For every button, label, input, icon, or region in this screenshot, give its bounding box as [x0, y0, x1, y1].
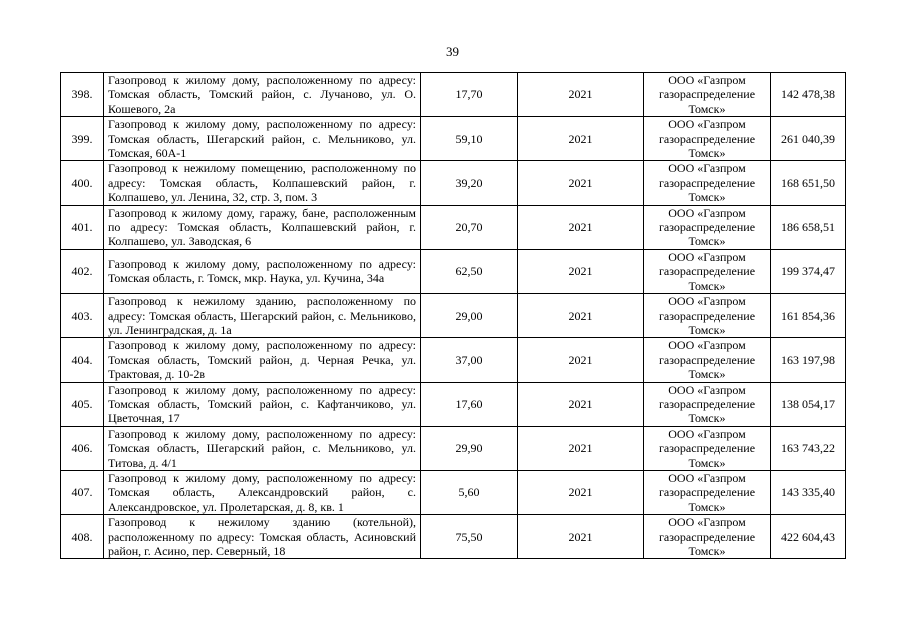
pipeline-length-cell: 29,90 [421, 426, 518, 470]
row-number-cell: 406. [61, 426, 104, 470]
organization-cell: ООО «Газпром газораспределение Томск» [644, 294, 771, 338]
amount-cell: 168 651,50 [771, 161, 846, 205]
row-number-cell: 399. [61, 117, 104, 161]
row-number-cell: 404. [61, 338, 104, 382]
year-cell: 2021 [518, 117, 644, 161]
year-cell: 2021 [518, 205, 644, 249]
year-cell: 2021 [518, 470, 644, 514]
year-cell: 2021 [518, 426, 644, 470]
pipeline-length-cell: 5,60 [421, 470, 518, 514]
object-description-cell: Газопровод к жилому дому, расположенному по адресу: Томская область, Александровский район, с. Александровское, ул. Пролетарская, д. 8, кв. 1 [104, 470, 421, 514]
registry-table-body [61, 73, 846, 559]
object-description-cell: Газопровод к нежилому зданию, расположенному по адресу: Томская область, Шегарский район, с. Мельниково, ул. Ленинградская, д. 1а [104, 294, 421, 338]
table-row [61, 382, 846, 426]
object-description-cell: Газопровод к жилому дому, расположенному по адресу: Томская область, г. Томск, мкр. Наука, ул. Кучина, 34а [104, 249, 421, 293]
table-row [61, 205, 846, 249]
amount-cell: 163 743,22 [771, 426, 846, 470]
amount-cell: 138 054,17 [771, 382, 846, 426]
table-row [61, 161, 846, 205]
amount-cell: 422 604,43 [771, 515, 846, 559]
object-description-cell: Газопровод к жилому дому, расположенному по адресу: Томская область, Томский район, с. Кафтанчиково, ул. Цветочная, 17 [104, 382, 421, 426]
organization-cell: ООО «Газпром газораспределение Томск» [644, 515, 771, 559]
amount-cell: 261 040,39 [771, 117, 846, 161]
organization-cell: ООО «Газпром газораспределение Томск» [644, 161, 771, 205]
amount-cell: 163 197,98 [771, 338, 846, 382]
row-number-cell: 407. [61, 470, 104, 514]
object-description-cell: Газопровод к жилому дому, расположенному по адресу: Томская область, Томский район, с. Лучаново, ул. О. Кошевого, 2а [104, 73, 421, 117]
row-number-cell: 400. [61, 161, 104, 205]
row-number-cell: 398. [61, 73, 104, 117]
table-row [61, 470, 846, 514]
table-row [61, 426, 846, 470]
organization-cell: ООО «Газпром газораспределение Томск» [644, 426, 771, 470]
organization-cell: ООО «Газпром газораспределение Томск» [644, 249, 771, 293]
pipeline-length-cell: 39,20 [421, 161, 518, 205]
amount-cell: 186 658,51 [771, 205, 846, 249]
row-number-cell: 408. [61, 515, 104, 559]
organization-cell: ООО «Газпром газораспределение Томск» [644, 205, 771, 249]
row-number-cell: 401. [61, 205, 104, 249]
pipeline-length-cell: 59,10 [421, 117, 518, 161]
amount-cell: 142 478,38 [771, 73, 846, 117]
organization-cell: ООО «Газпром газораспределение Томск» [644, 117, 771, 161]
object-description-cell: Газопровод к жилому дому, расположенному по адресу: Томская область, Шегарский район, с. Мельниково, ул. Титова, д. 4/1 [104, 426, 421, 470]
organization-cell: ООО «Газпром газораспределение Томск» [644, 382, 771, 426]
organization-cell: ООО «Газпром газораспределение Томск» [644, 73, 771, 117]
row-number-cell: 403. [61, 294, 104, 338]
year-cell: 2021 [518, 161, 644, 205]
pipeline-length-cell: 62,50 [421, 249, 518, 293]
object-description-cell: Газопровод к жилому дому, расположенному по адресу: Томская область, Шегарский район, с. Мельниково, ул. Томская, 60А-1 [104, 117, 421, 161]
organization-cell: ООО «Газпром газораспределение Томск» [644, 470, 771, 514]
table-row [61, 338, 846, 382]
pipeline-length-cell: 29,00 [421, 294, 518, 338]
year-cell: 2021 [518, 338, 644, 382]
object-description-cell: Газопровод к жилому дому, гаражу, бане, расположенным по адресу: Томская область, Колпашевский район, г. Колпашево, ул. Заводская, 6 [104, 205, 421, 249]
row-number-cell: 405. [61, 382, 104, 426]
pipeline-length-cell: 17,70 [421, 73, 518, 117]
pipeline-length-cell: 20,70 [421, 205, 518, 249]
year-cell: 2021 [518, 73, 644, 117]
gas-pipeline-registry-table [60, 72, 846, 559]
year-cell: 2021 [518, 515, 644, 559]
object-description-cell: Газопровод к нежилому зданию (котельной), расположенному по адресу: Томская область, Асиновский район, г. Асино, пер. Северный, 18 [104, 515, 421, 559]
table-row [61, 294, 846, 338]
page-number: 39 [446, 44, 459, 59]
object-description-cell: Газопровод к жилому дому, расположенному по адресу: Томская область, Томский район, д. Черная Речка, ул. Трактовая, д. 10-2в [104, 338, 421, 382]
table-row [61, 515, 846, 559]
row-number-cell: 402. [61, 249, 104, 293]
pipeline-length-cell: 17,60 [421, 382, 518, 426]
table-row [61, 249, 846, 293]
amount-cell: 199 374,47 [771, 249, 846, 293]
pipeline-length-cell: 75,50 [421, 515, 518, 559]
object-description-cell: Газопровод к нежилому помещению, расположенному по адресу: Томская область, Колпашевский район, г. Колпашево, ул. Ленина, 32, стр. 3, пом. 3 [104, 161, 421, 205]
organization-cell: ООО «Газпром газораспределение Томск» [644, 338, 771, 382]
amount-cell: 161 854,36 [771, 294, 846, 338]
year-cell: 2021 [518, 294, 644, 338]
year-cell: 2021 [518, 382, 644, 426]
year-cell: 2021 [518, 249, 644, 293]
table-row [61, 73, 846, 117]
pipeline-length-cell: 37,00 [421, 338, 518, 382]
amount-cell: 143 335,40 [771, 470, 846, 514]
table-row [61, 117, 846, 161]
